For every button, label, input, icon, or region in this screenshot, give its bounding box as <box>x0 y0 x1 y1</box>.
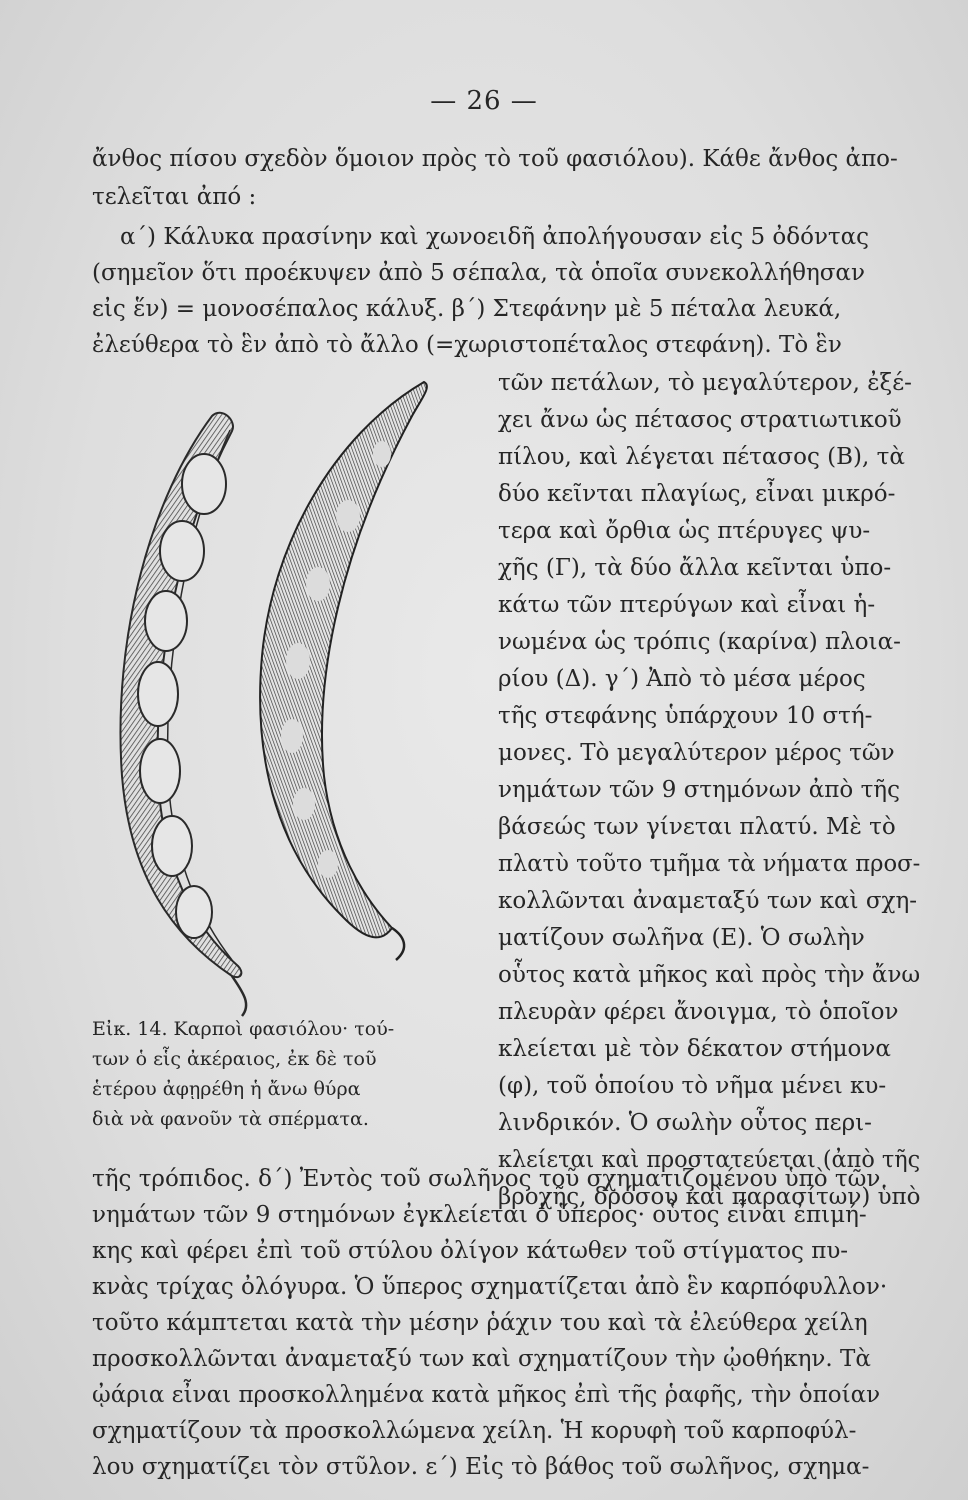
text-line: τερα καὶ ὄρθια ὡς πτέρυγες ψυ- <box>498 518 871 544</box>
text-line: βροχῆς, δρόσου καὶ παρασίτων) ὑπὸ <box>498 1184 921 1210</box>
text-line: οὗτος κατὰ μῆκος καὶ πρὸς τὴν ἄνω <box>498 962 921 988</box>
text-line: κλείεται καὶ προστατεύεται (ἀπὸ τῆς <box>498 1147 921 1173</box>
opened-pod <box>120 413 246 1016</box>
text-line: λου σχηματίζει τὸν στῦλον. ε΄) Εἰς τὸ βάθος τοῦ σωλῆνος, σχημα- <box>92 1454 870 1480</box>
page-number: — 26 — <box>430 86 538 116</box>
whole-pod <box>260 382 427 960</box>
figure-caption-line: ἑτέρου ἀφῃρέθη ἡ ἄνω θύρα <box>92 1078 361 1100</box>
figure-caption-line: των ὁ εἷς ἀκέραιος, ἐκ δὲ τοῦ <box>92 1048 377 1070</box>
text-line: τῆς τρόπιδος. δ΄) Ἐντὸς τοῦ σωλῆνος τοῦ σχηματιζομένου ὑπὸ τῶν <box>92 1166 881 1192</box>
text-line: μονες. Τὸ μεγαλύτερον μέρος τῶν <box>498 740 895 766</box>
text-line: ματίζουν σωλῆνα (Ε). Ὁ σωλὴν <box>498 925 865 951</box>
text-line: νημάτων τῶν 9 στημόνων ἀπὸ τῆς <box>498 777 900 803</box>
text-line: κης καὶ φέρει ἐπὶ τοῦ στύλου ὀλίγον κάτωθεν τοῦ στίγματος πυ- <box>92 1238 849 1264</box>
text-line: τοῦτο κάμπτεται κατὰ τὴν μέσην ῥάχιν του καὶ τὰ ἐλεύθερα χείλη <box>92 1310 868 1336</box>
text-line: (φ), τοῦ ὁποίου τὸ νῆμα μένει κυ- <box>498 1073 887 1099</box>
text-line: εἰς ἕν) = μονοσέπαλος κάλυξ. β΄) Στεφάνην μὲ 5 πέταλα λευκά, <box>92 296 842 322</box>
text-line: α΄) Κάλυκα πρασίνην καὶ χωνοειδῆ ἀπολήγουσαν εἰς 5 ὀδόντας <box>120 224 870 250</box>
text-line: κάτω τῶν πτερύγων καὶ εἶναι ἡ- <box>498 592 876 618</box>
text-line: βάσεώς των γίνεται πλατύ. Μὲ τὸ <box>498 814 896 840</box>
bean-pods-illustration <box>92 376 432 1026</box>
text-line: τῶν πετάλων, τὸ μεγαλύτερον, ἐξέ- <box>498 370 912 396</box>
text-line: κολλῶνται ἀναμεταξύ των καὶ σχη- <box>498 888 918 914</box>
text-line: χει ἄνω ὡς πέτασος στρατιωτικοῦ <box>498 407 902 433</box>
text-line: ᾠάρια εἶναι προσκολλημένα κατὰ μῆκος ἐπὶ τῆς ῥαφῆς, τὴν ὁποίαν <box>92 1382 881 1408</box>
text-line: τελεῖται ἀπό : <box>92 184 257 210</box>
figure-caption-line: Εἰκ. 14. Καρποὶ φασιόλου· τού- <box>92 1018 395 1040</box>
text-line: νημάτων τῶν 9 στημόνων ἐγκλείεται ὁ ὕπερος· οὗτος εἶναι ἐπιμή- <box>92 1202 867 1228</box>
bean-pods-figure <box>92 376 432 1026</box>
text-line: πλευρὰν φέρει ἄνοιγμα, τὸ ὁποῖον <box>498 999 899 1025</box>
text-line: (σημεῖον ὅτι προέκυψεν ἀπὸ 5 σέπαλα, τὰ ὁποῖα συνεκολλήθησαν <box>92 260 865 286</box>
text-line: λινδρικόν. Ὁ σωλὴν οὗτος περι- <box>498 1110 872 1136</box>
text-line: κνὰς τρίχας ὀλόγυρα. Ὁ ὕπερος σχηματίζεται ἀπὸ ἓν καρπόφυλλον· <box>92 1274 888 1300</box>
text-line: νωμένα ὡς τρόπις (καρίνα) πλοια- <box>498 629 901 655</box>
text-line: πίλου, καὶ λέγεται πέτασος (Β), τὰ <box>498 444 905 470</box>
text-line: τῆς στεφάνης ὑπάρχουν 10 στή- <box>498 703 873 729</box>
text-line: ἐλεύθερα τὸ ἓν ἀπὸ τὸ ἄλλο (=χωριστοπέταλος στεφάνη). Τὸ ἓν <box>92 332 842 358</box>
text-line: ρίου (Δ). γ΄) Ἀπὸ τὸ μέσα μέρος <box>498 666 866 692</box>
text-line: προσκολλῶνται ἀναμεταξύ των καὶ σχηματίζουν τὴν ᾠοθήκην. Τὰ <box>92 1346 871 1372</box>
text-line: ἄνθος πίσου σχεδὸν ὅμοιον πρὸς τὸ τοῦ φασιόλου). Κάθε ἄνθος ἀπο- <box>92 146 898 172</box>
figure-caption-line: διὰ νὰ φανοῦν τὰ σπέρματα. <box>92 1108 369 1130</box>
text-line: χῆς (Γ), τὰ δύο ἄλλα κεῖνται ὑπο- <box>498 555 892 581</box>
text-line: κλείεται μὲ τὸν δέκατον στήμονα <box>498 1036 891 1062</box>
text-line: δύο κεῖνται πλαγίως, εἶναι μικρό- <box>498 481 896 507</box>
text-line: πλατὺ τοῦτο τμῆμα τὰ νήματα προσ- <box>498 851 921 877</box>
text-line: σχηματίζουν τὰ προσκολλώμενα χείλη. Ἡ κορυφὴ τοῦ καρποφύλ- <box>92 1418 857 1444</box>
